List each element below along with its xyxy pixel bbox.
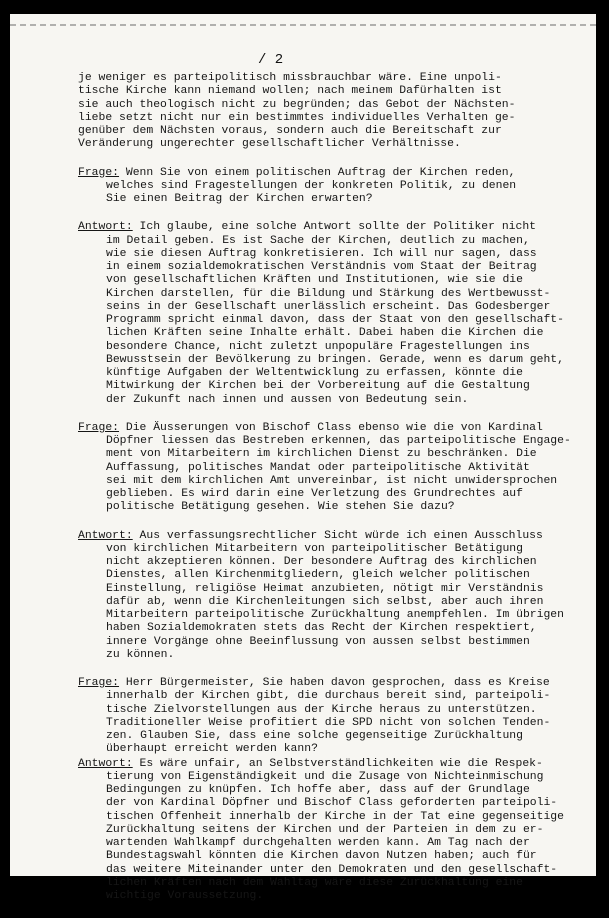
- line-text: Sie einen Beitrag der Kirchen erwarten?: [106, 193, 373, 205]
- line-text: haben Sozialdemokraten stets das Recht der Kirchen respektiert,: [106, 622, 537, 635]
- line-text: wichtige Voraussetzung.: [106, 890, 264, 902]
- text-line: [78, 690, 578, 703]
- line-text: von kirchlichen Mitarbeitern von parteipolitischer Betätigung: [106, 542, 523, 555]
- line-text: dafür ab, wenn die Kirchenleitungen sich selbst, aber auch ihren: [106, 595, 544, 608]
- text-line: [78, 193, 578, 206]
- line-text: Bewusstsein der Bevölkerung zu bringen. Gerade, wenn es darum geht,: [106, 353, 564, 366]
- line-text: tische Kirche kann niemand wollen; nach meinem Dafürhalten ist: [78, 85, 502, 98]
- text-line: [78, 475, 578, 488]
- line-text: welches sind Fragestellungen der konkreten Politik, zu denen: [106, 179, 517, 192]
- text-line: [78, 864, 578, 877]
- line-text: Aus verfassungsrechtlicher Sicht würde ich einen Ausschluss: [139, 529, 543, 542]
- text-line: [78, 583, 578, 596]
- document-page: [10, 14, 596, 902]
- line-text: Traditioneller Weise profitiert die SPD nicht von solchen Tenden-: [106, 716, 551, 729]
- text-line: [78, 501, 578, 514]
- line-text: der Zukunft nach innen und aussen von Bedeutung sein.: [106, 393, 469, 406]
- text-line: [78, 99, 578, 112]
- text-line: [78, 314, 578, 327]
- text-line: [78, 877, 578, 890]
- speaker-label: Antwort:: [78, 757, 133, 770]
- answer-block: [78, 221, 578, 407]
- speaker-label: Antwort:: [78, 221, 133, 234]
- line-text: Herr Bürgermeister, Sie haben davon gesprochen, dass es Kreise: [125, 677, 550, 689]
- text-line: [78, 341, 578, 354]
- line-text: seins in der Gesellschaft unerlässlich erscheint. Das Godesberger: [106, 300, 551, 313]
- line-text: von gesellschaftlichen Kräften und Institutionen, wie sie die: [106, 274, 523, 287]
- line-text: besondere Chance, nicht zuletzt unpopuläre Fragestellungen ins: [106, 340, 530, 353]
- line-text: Die Äusserungen von Bischof Class ebenso wie die von Kardinal: [125, 421, 543, 434]
- line-text: Zurückhaltung seitens der Kirchen und der Parteien in dem zu er-: [106, 823, 544, 836]
- text-line: [78, 797, 578, 810]
- text-line: [78, 167, 578, 180]
- text-line: [78, 138, 578, 151]
- text-line: [78, 112, 578, 125]
- line-text: Mitwirkung der Kirchen bei der Vorbereitung auf die Gestaltung: [106, 380, 530, 393]
- line-text: Es wäre unfair, an Selbstverständlichkeiten wie die Respek-: [139, 757, 543, 770]
- text-line: [78, 850, 578, 863]
- text-line: [78, 636, 578, 649]
- text-line: [78, 85, 578, 98]
- text-line: [78, 811, 578, 824]
- text-line: [78, 261, 578, 274]
- line-text: im Detail geben. Es ist Sache der Kirchen, deutlich zu machen,: [106, 234, 530, 247]
- text-line: [78, 758, 578, 771]
- line-text: Kirchen darstellen, für die Bildung und Stärkung des Wertbewusst-: [106, 287, 551, 300]
- line-text: tischen Offenheit innerhalb der Kirche in der Tat eine gegenseitige: [106, 810, 564, 823]
- line-text: politische Betätigung gesehen. Wie stehen Sie dazu?: [106, 501, 455, 514]
- text-line: [78, 422, 578, 435]
- line-text: geblieben. Es wird darin eine Verletzung des Grundrechtes auf: [106, 488, 523, 500]
- text-line: [78, 180, 578, 193]
- line-text: Programm spricht einmal davon, dass der Staat von den gesellschaft-: [106, 314, 564, 326]
- line-text: wie sie diesen Auftrag konkretisieren. Ich will nur sagen, dass: [106, 247, 537, 260]
- text-line: [78, 288, 578, 301]
- line-text: Dienstes, allen Kirchenmitgliedern, gleich welcher politischen: [106, 569, 530, 582]
- line-text: lichen Kräften seine Inhalte erhält. Dabei haben die Kirchen die: [106, 327, 544, 340]
- line-text: innere Vorgänge ohne Beeinflussung von aussen selbst bestimmen: [106, 635, 530, 648]
- answer-block: [78, 530, 578, 663]
- text-line: [78, 890, 578, 903]
- line-text: Auffassung, politisches Mandat oder parteipolitische Aktivität: [106, 461, 530, 474]
- line-text: sie auch theologisch nicht zu begründen; das Gebot der Nächsten-: [78, 98, 516, 111]
- text-line: [78, 837, 578, 850]
- answer-block: [78, 758, 578, 904]
- line-text: das weitere Miteinander unter den Demokraten und den gesellschaft-: [106, 863, 558, 876]
- question-block: [78, 677, 578, 757]
- line-text: tierung von Eigenständigkeit und die Zusage von Nichteinmischung: [106, 770, 544, 783]
- text-line: [78, 824, 578, 837]
- line-text: Bedingungen zu knüpfen. Ich hoffe aber, dass auf der Grundlage: [106, 784, 530, 796]
- text-line: [78, 677, 578, 690]
- line-text: zu können.: [106, 648, 175, 661]
- text-line: [78, 569, 578, 582]
- text-line: [78, 556, 578, 569]
- text-line: [78, 221, 578, 234]
- text-line: [78, 488, 578, 501]
- line-text: überhaupt erreicht werden kann?: [106, 743, 318, 756]
- line-text: der von Kardinal Döpfner und Bischof Class geforderten parteipoli-: [106, 797, 558, 810]
- text-line: [78, 327, 578, 340]
- page-number: / 2: [258, 52, 284, 68]
- text-line: [78, 274, 578, 287]
- text-line: [78, 771, 578, 784]
- text-line: [78, 596, 578, 609]
- text-line: [78, 609, 578, 622]
- text-line: [78, 248, 578, 261]
- line-text: Wenn Sie von einem politischen Auftrag der Kirchen reden,: [125, 166, 516, 179]
- text-block: [78, 72, 578, 152]
- line-text: künftige Aufgaben der Weltentwicklung zu erfassen, könnte die: [106, 367, 523, 379]
- line-text: in einem sozialdemokratischen Verständnis vom Staat der Beitrag: [106, 261, 537, 273]
- line-text: Mitarbeitern parteipolitische Zurückhaltung anempfehlen. Im übrigen: [106, 609, 564, 621]
- text-line: [78, 649, 578, 662]
- text-line: [78, 730, 578, 743]
- question-block: [78, 167, 578, 207]
- line-text: Einstellung, religiöse Heimat anzubieten, nötigt mir Verständnis: [106, 582, 544, 595]
- text-line: [78, 367, 578, 380]
- line-text: innerhalb der Kirchen gibt, die durchaus bereit sind, parteipoli-: [106, 690, 551, 703]
- text-line: [78, 394, 578, 407]
- text-line: [78, 72, 578, 85]
- text-line: [78, 125, 578, 138]
- line-text: lichen Kräften nach dem Wahltag wäre diese Zurückhaltung eine: [106, 876, 523, 889]
- line-text: Döpfner liessen das Bestreben erkennen, das parteipolitische Engage-: [106, 435, 571, 447]
- speaker-label: Frage:: [78, 166, 120, 179]
- text-line: [78, 717, 578, 730]
- text-line: [78, 704, 578, 717]
- text-line: [78, 530, 578, 543]
- line-text: wartenden Wahlkampf durchgehalten werden kann. Am Tag nach der: [106, 837, 530, 849]
- text-line: [78, 462, 578, 475]
- line-text: Ich glaube, eine solche Antwort sollte der Politiker nicht: [139, 221, 536, 234]
- document-body: [78, 72, 578, 918]
- line-text: zen. Glauben Sie, dass eine solche gegenseitige Zurückhaltung: [106, 730, 523, 742]
- text-line: [78, 435, 578, 448]
- line-text: liebe setzt nicht nur ein bestimmtes individuelles Verhalten ge-: [78, 111, 516, 124]
- text-line: [78, 743, 578, 756]
- line-text: tische Zielvorstellungen aus der Kirche heraus zu unterstützen.: [106, 703, 537, 716]
- text-line: [78, 301, 578, 314]
- line-text: je weniger es parteipolitisch missbrauchbar wäre. Eine unpoli-: [78, 72, 502, 84]
- speaker-label: Frage:: [78, 677, 120, 689]
- line-text: Bundestagswahl könnten die Kirchen davon Nutzen haben; auch für: [106, 850, 537, 863]
- text-line: [78, 543, 578, 556]
- line-text: Veränderung ungerechter gesellschaftlicher Verhältnisse.: [78, 138, 461, 151]
- speaker-label: Frage:: [78, 421, 120, 434]
- text-line: [78, 380, 578, 393]
- line-text: sei mit dem kirchlichen Amt unvereinbar, ist nicht unwidersprochen: [106, 474, 558, 487]
- scan-border-line: [10, 24, 596, 26]
- text-line: [78, 784, 578, 797]
- text-line: [78, 448, 578, 461]
- line-text: nicht akzeptieren können. Der besondere Auftrag des kirchlichen: [106, 556, 537, 568]
- question-block: [78, 422, 578, 515]
- text-line: [78, 354, 578, 367]
- text-line: [78, 235, 578, 248]
- speaker-label: Antwort:: [78, 529, 133, 542]
- line-text: ment von Mitarbeitern im kirchlichen Dienst zu beschränken. Die: [106, 448, 537, 461]
- line-text: genüber dem Nächsten voraus, sondern auch die Bereitschaft zur: [78, 125, 502, 137]
- text-line: [78, 622, 578, 635]
